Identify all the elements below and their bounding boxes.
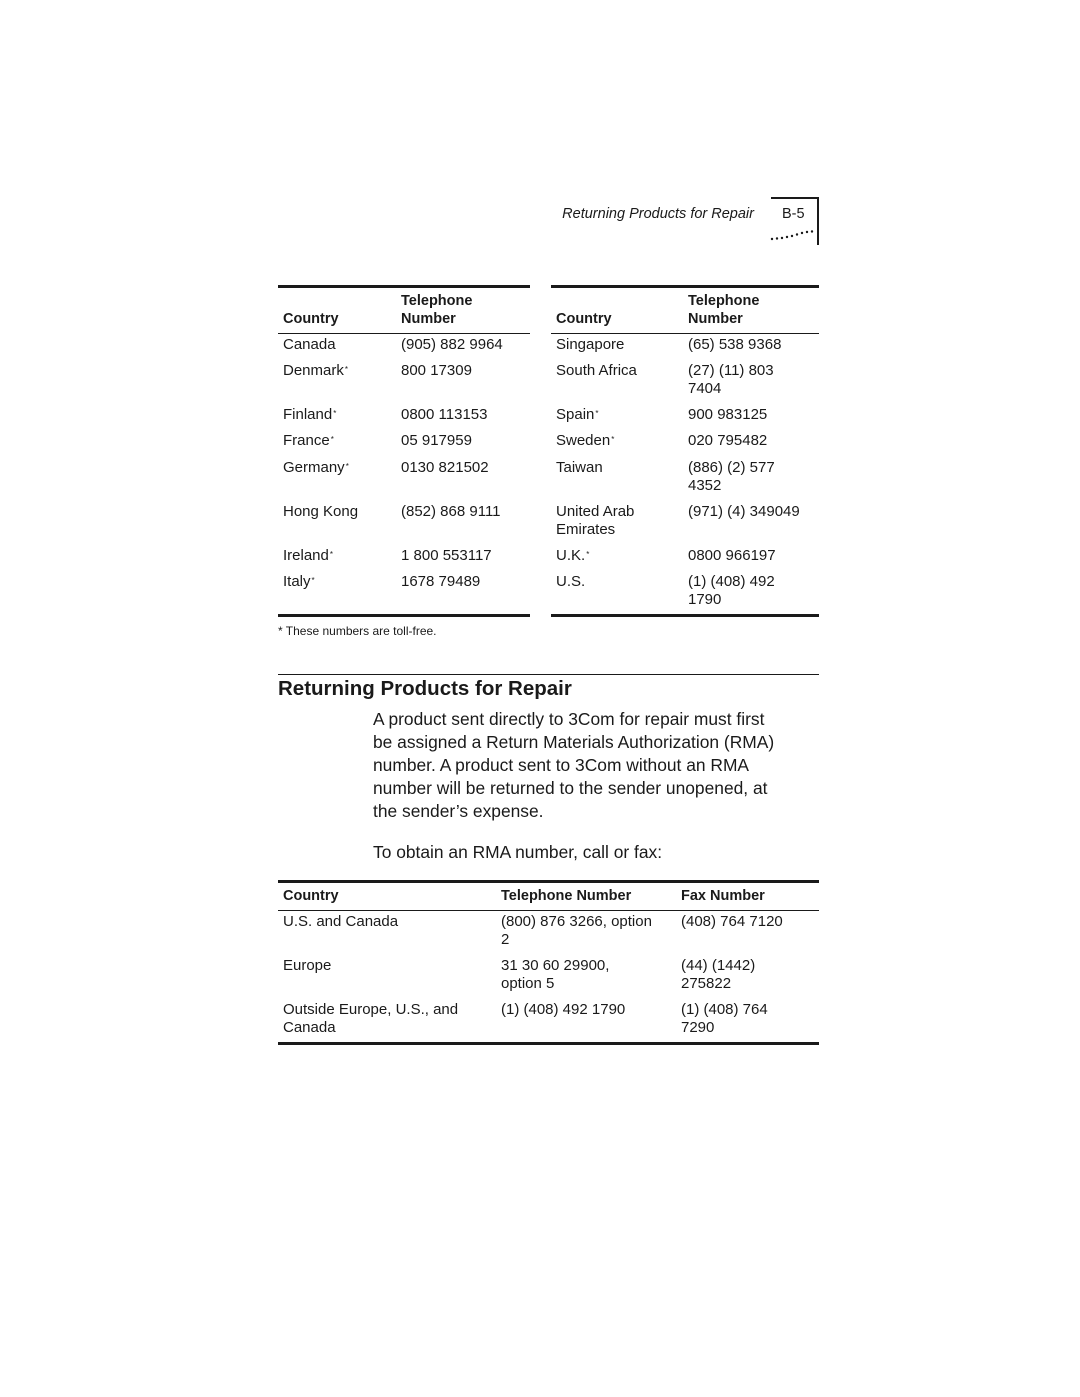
table-cell-phone: (1) (408) 492 1790 (688, 573, 775, 608)
table-cell-phone: 05 917959 (401, 432, 472, 449)
table-row: U.S. (556, 573, 586, 590)
table-cell-phone: (886) (2) 577 4352 (688, 459, 775, 494)
table-row: Spain* (556, 406, 599, 423)
table-cell-phone: (852) 868 9111 (401, 503, 501, 520)
table-cell-phone: 1 800 553117 (401, 547, 492, 564)
page-number: B-5 (782, 206, 805, 222)
rma-table-bottom-rule (278, 1042, 819, 1045)
table-cell-fax: (408) 764 7120 (681, 913, 783, 930)
table-cell-phone: (1) (408) 492 1790 (501, 1001, 626, 1018)
table-header-rule-left (278, 333, 530, 334)
table-top-rule-left (278, 285, 530, 288)
table-row: Italy* (283, 573, 315, 590)
table-cell-phone: (905) 882 9964 (401, 336, 503, 353)
table-row: U.K.* (556, 547, 590, 564)
table-top-rule-right (551, 285, 819, 288)
rma-table-top-rule (278, 880, 819, 883)
table-row: Denmark* (283, 362, 348, 379)
table-row: Canada (283, 336, 336, 353)
paragraph-rma-intro: A product sent directly to 3Com for repair must first be assigned a Return Materials Authorization (RMA) number. A product sent to 3Com without an RMA number will be returned to the sender unopened, at the sender’s expense. (373, 709, 775, 821)
table-cell-phone: (27) (11) 803 7404 (688, 362, 774, 397)
header-country-right: Country (556, 311, 612, 327)
table-cell-phone: 020 795482 (688, 432, 768, 449)
table-cell-phone: 0800 966197 (688, 547, 776, 564)
header-corner-rule (771, 197, 819, 199)
table-bottom-rule-right (551, 614, 819, 617)
table-row: Finland* (283, 406, 337, 423)
section-title: Returning Products for Repair (278, 677, 572, 700)
table-cell-phone: 0800 113153 (401, 406, 488, 423)
table-cell-phone: (800) 876 3266, option 2 (501, 913, 652, 948)
table-row: Singapore (556, 336, 625, 353)
rma-header-telephone: Telephone Number (501, 888, 632, 904)
table-row: Europe (283, 957, 332, 974)
table-row: U.S. and Canada (283, 913, 399, 930)
table-cell-fax: (44) (1442) 275822 (681, 957, 756, 992)
table-cell-phone: 1678 79489 (401, 573, 481, 590)
table-cell-phone: 0130 821502 (401, 459, 489, 476)
table-row: Taiwan (556, 459, 603, 476)
running-header-title: Returning Products for Repair (562, 206, 754, 222)
table-cell-phone: 31 30 60 29900, option 5 (501, 957, 610, 992)
3com-dotted-arc-icon (770, 226, 818, 242)
header-number-right: Number (688, 311, 743, 327)
header-country-left: Country (283, 311, 339, 327)
rma-header-country: Country (283, 888, 339, 904)
table-row: Outside Europe, U.S., and Canada (283, 1001, 459, 1036)
rma-header-fax: Fax Number (681, 888, 765, 904)
table-bottom-rule-left (278, 614, 530, 617)
table-cell-phone: 900 983125 (688, 406, 768, 423)
table-row: Sweden* (556, 432, 615, 449)
rma-table-header-rule (278, 910, 819, 911)
table-cell-phone: (65) 538 9368 (688, 336, 782, 353)
table-footnote: * These numbers are toll-free. (278, 624, 437, 638)
table-row: Germany* (283, 459, 349, 476)
header-telephone-left: Telephone (401, 293, 473, 309)
table-cell-phone: 800 17309 (401, 362, 472, 379)
table-row: United Arab Emirates (556, 503, 635, 538)
table-header-rule-right (551, 333, 819, 334)
table-row: Hong Kong (283, 503, 359, 520)
header-number-left: Number (401, 311, 456, 327)
header-telephone-right: Telephone (688, 293, 760, 309)
table-row: Ireland* (283, 547, 333, 564)
table-row: France* (283, 432, 334, 449)
table-row: South Africa (556, 362, 637, 379)
table-cell-fax: (1) (408) 764 7290 (681, 1001, 768, 1036)
table-cell-phone: (971) (4) 349049 (688, 503, 800, 520)
section-rule (278, 674, 819, 675)
paragraph-obtain-rma: To obtain an RMA number, call or fax: (373, 842, 663, 862)
